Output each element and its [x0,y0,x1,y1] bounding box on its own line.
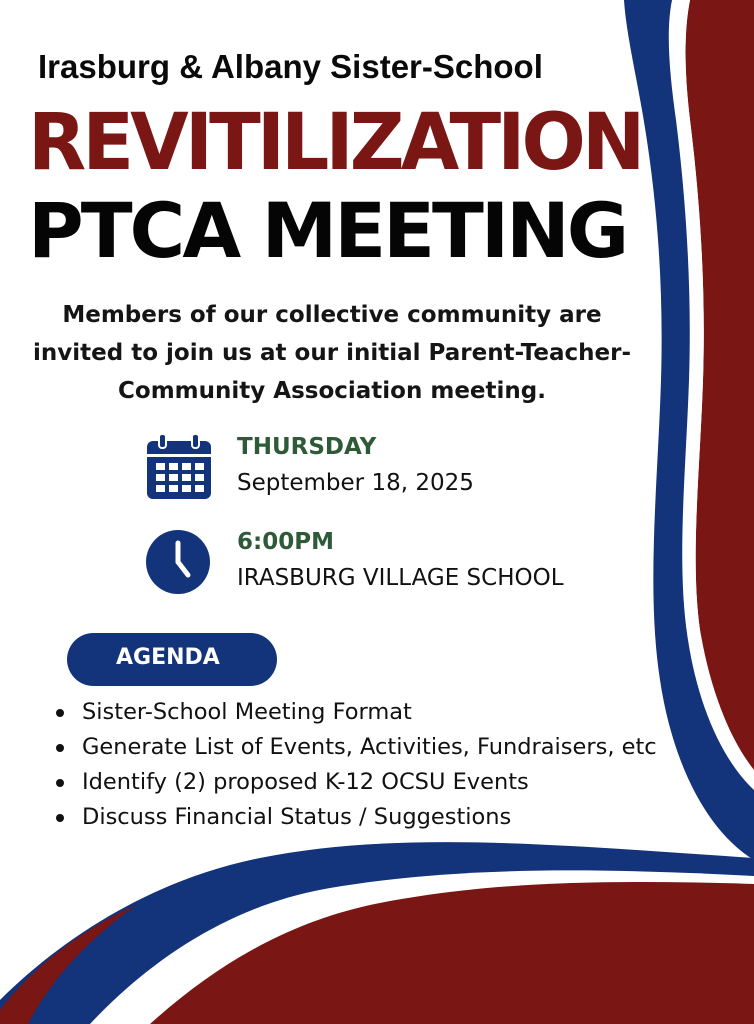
intro-line: Community Association meeting. [118,378,546,404]
event-day: THURSDAY [237,434,377,460]
date-text [237,432,474,502]
school-names-heading: Irasburg & Albany Sister-School [38,48,543,85]
calendar-icon [144,432,214,502]
intro-paragraph [0,296,664,410]
bullet-icon [56,779,64,787]
list-item: Generate List of Events, Activities, Fundraisers, etc [54,730,657,765]
bullet-icon [56,744,64,752]
clock-icon [144,527,214,597]
event-time: 6:00PM [237,529,334,555]
agenda-list [54,695,657,835]
agenda-label: AGENDA [116,645,220,670]
bullet-icon [56,814,64,822]
intro-line: invited to join us at our initial Parent-Teacher- [33,340,631,366]
event-date: September 18, 2025 [237,470,474,496]
bullet-icon [56,709,64,717]
revitalization-title: REVITILIZATION [28,98,642,188]
list-item: Sister-School Meeting Format [54,695,657,730]
list-item: Discuss Financial Status / Suggestions [54,800,657,835]
intro-line: Members of our collective community are [62,302,602,328]
event-location: IRASBURG VILLAGE SCHOOL [237,565,564,591]
time-text [237,527,564,597]
list-item: Identify (2) proposed K-12 OCSU Events [54,765,657,800]
meeting-title: PTCA MEETING [28,186,627,275]
